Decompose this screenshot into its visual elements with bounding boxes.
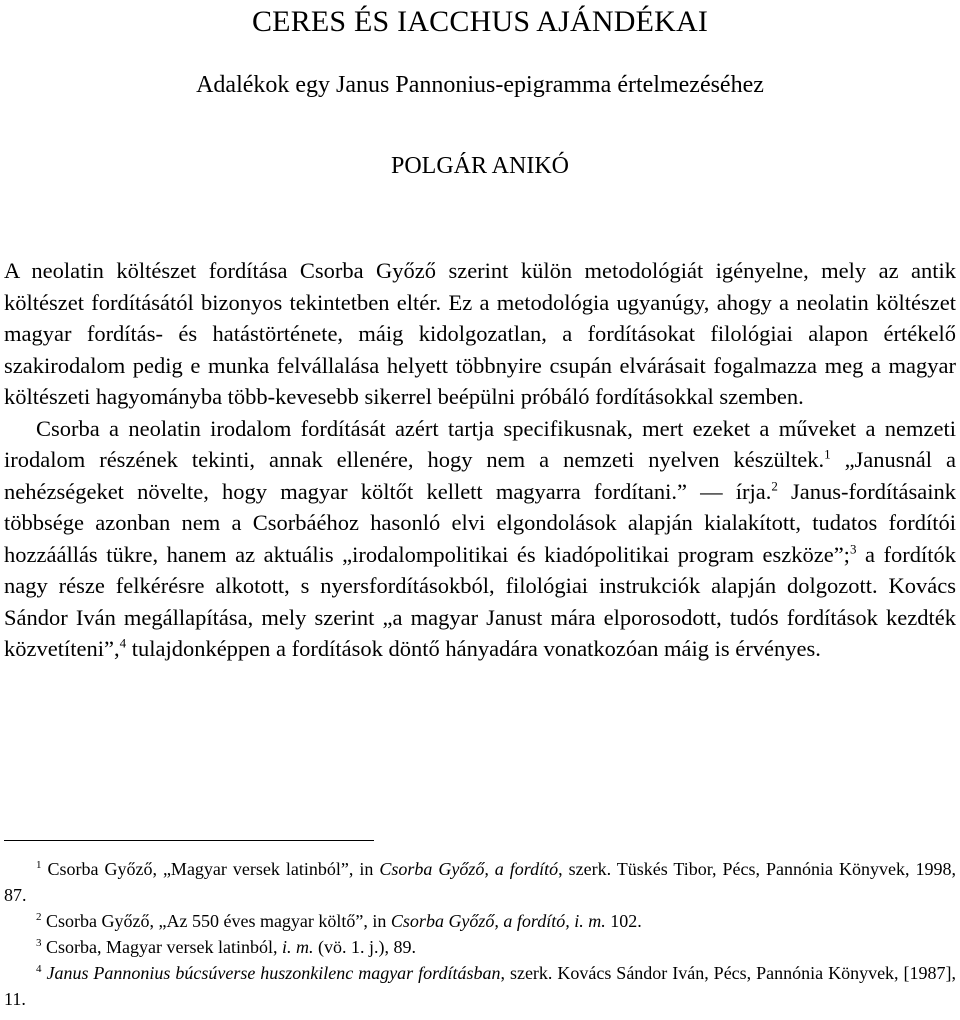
footnotes: [4, 856, 956, 1012]
footnote-italic: Csorba Győző, a fordító: [379, 859, 559, 879]
paragraph-2-part-c: Janus-fordításaink többsége azonban nem a Csorbáéhoz hasonló elvi elgondolások alapján kialakított, tudatos fordítói hozzáállás tükre, hanem az aktuális „irodalompolitikai és kiadópolitikai program eszköze”;: [4, 478, 956, 567]
footnote-ref-2[interactable]: 2: [771, 478, 778, 493]
footnote-italic: Janus Pannonius búcsúverse huszonkilenc magyar fordításban: [46, 963, 501, 983]
footnote-number: 2: [36, 911, 42, 923]
body-text: [4, 255, 956, 665]
footnote-text: Csorba Győző, „Az 550 éves magyar költő”, in: [41, 911, 391, 931]
paragraph-2: [4, 413, 956, 665]
footnote-ref-3[interactable]: 3: [849, 541, 857, 556]
paragraph-2-part-b: „Janusnál a nehézségeket növelte, hogy magyar költőt kellett magyarra fordítani.” ― írja.: [4, 447, 957, 504]
footnote-3: [4, 934, 956, 960]
footnote-1: [4, 856, 956, 908]
footnote-text: (vö. 1. j.), 89.: [313, 937, 416, 957]
paragraph-2-part-e: tulajdonképpen a fordítások döntő hányadára vonatkozóan máig is érvényes.: [126, 636, 821, 661]
footnote-ref-4[interactable]: 4: [119, 635, 127, 651]
footnote-number: 1: [36, 859, 42, 871]
footnote-text: Csorba, Magyar versek latinból,: [41, 937, 282, 957]
footnote-italic: Csorba Győző, a fordító, i. m.: [390, 911, 606, 931]
article-title: CERES ÉS IACCHUS AJÁNDÉKAI: [251, 5, 709, 38]
article-subtitle: Adalékok egy Janus Pannonius-epigramma értelmezéséhez: [196, 72, 764, 98]
paragraph-2-part-a: Csorba a neolatin irodalom fordítását azért tartja specifikusnak, mert ezeket a műveket a nemzeti irodalom részének tekinti, annak ellenére, hogy nem a nemzeti nyelven készültek.: [4, 415, 956, 472]
paragraph-2-part-d: a fordítók nagy része felkérésre alkotott, s nyersfordításokból, filológiai instrukciók alapján dolgozott. Kovács Sándor Iván megállapítása, mely szerint „a magyar Janust mára elporosodott, tudós fordítások kezdték közvetíteni”,: [4, 541, 956, 661]
footnote-text: , szerk. Tüskés Tibor, Pécs, Pannónia Könyvek, 1998, 87.: [4, 859, 956, 905]
paragraph-1: A neolatin költészet fordítása Csorba Győző szerint külön metodológiát igényelne, mely az antik költészet fordításától bizonyos tekintetben eltér. Ez a metodológia ugyanúgy, ahogy a neolatin költészet magyar fordítás- és hatástörténete, máig kidolgozatlan, a fordításokat filológiai alapon értékelő szakirodalom pedig e munka felvállalása helyett többnyire csupán elvárásait fogalmazza meg a magyar költészeti hagyományba több-kevesebb sikerrel beépülni próbáló fordításokkal szemben.: [4, 258, 956, 409]
footnote-2: [4, 908, 956, 934]
footnote-ref-1[interactable]: 1: [824, 446, 831, 462]
footnote-text: 102.: [605, 911, 642, 931]
footnote-number: 3: [36, 937, 42, 949]
footnote-text: Csorba Győző, „Magyar versek latinból”, in: [41, 859, 380, 879]
article-author: POLGÁR ANIKÓ: [390, 153, 569, 179]
footnote-italic: i. m.: [281, 937, 314, 957]
footnote-separator: [4, 840, 374, 841]
footnote-text: , szerk. Kovács Sándor Iván, Pécs, Pannónia Könyvek, [1987], 11.: [4, 963, 956, 1009]
footnote-number: 4: [36, 963, 42, 975]
footnote-4: [4, 960, 956, 1012]
